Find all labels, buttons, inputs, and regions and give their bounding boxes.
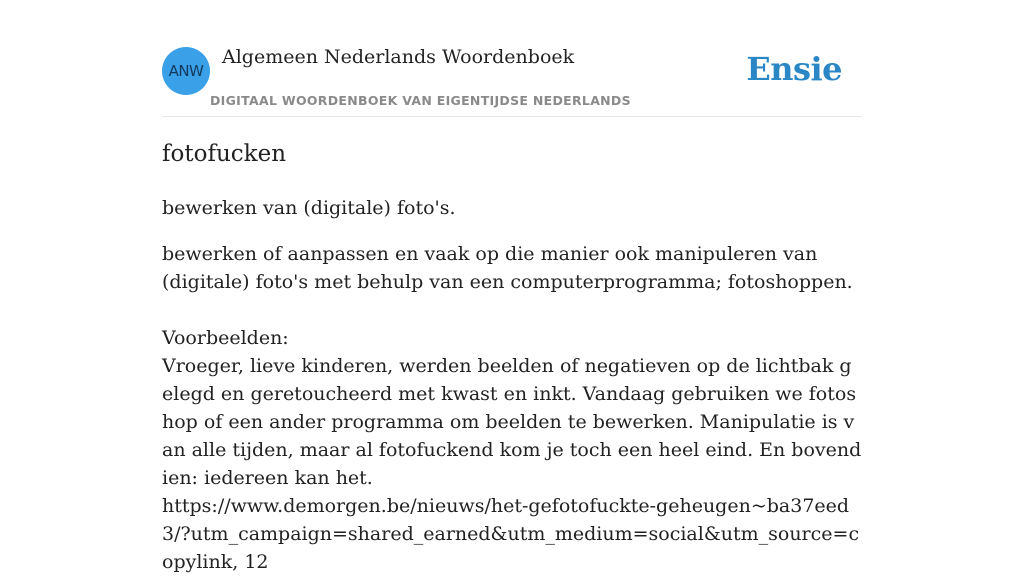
site-title[interactable]: Algemeen Nederlands Woordenboek	[222, 46, 575, 68]
example-source-url: https://www.demorgen.be/nieuws/het-gefotofuckte-geheugen~ba37eed3/?utm_campaign=shared_earned&utm_medium=social&utm_source=copylink, 12	[162, 495, 860, 573]
site-header	[162, 0, 862, 117]
short-definition: bewerken van (digitale) foto's.	[162, 197, 456, 219]
long-definition: bewerken of aanpassen en vaak op die manier ook manipuleren van (digitale) foto's met behulp van een computerprogramma; fotoshoppen.	[162, 243, 853, 293]
site-subtitle: DIGITAAL WOORDENBOEK VAN EIGENTIJDSE NEDERLANDS	[210, 93, 631, 108]
example-sentence: Vroeger, lieve kinderen, werden beelden of negatieven op de lichtbak gelegd en geretoucheerd met kwast en inkt. Vandaag gebruiken we fotoshop of een ander programma om beelden te bewerken. Manipulatie is van alle tijden, maar al fotofuckend kom je toch een heel eind. En bovendien: iedereen kan het.	[162, 355, 862, 489]
examples-heading: Voorbeelden:	[162, 327, 289, 349]
anw-logo-text: ANW	[168, 62, 204, 80]
example-block	[162, 352, 862, 576]
entry-term: fotofucken	[162, 141, 287, 167]
ensie-brand-logo[interactable]: Ensie	[746, 50, 842, 88]
anw-logo[interactable]	[162, 47, 210, 95]
page-container	[162, 0, 862, 573]
